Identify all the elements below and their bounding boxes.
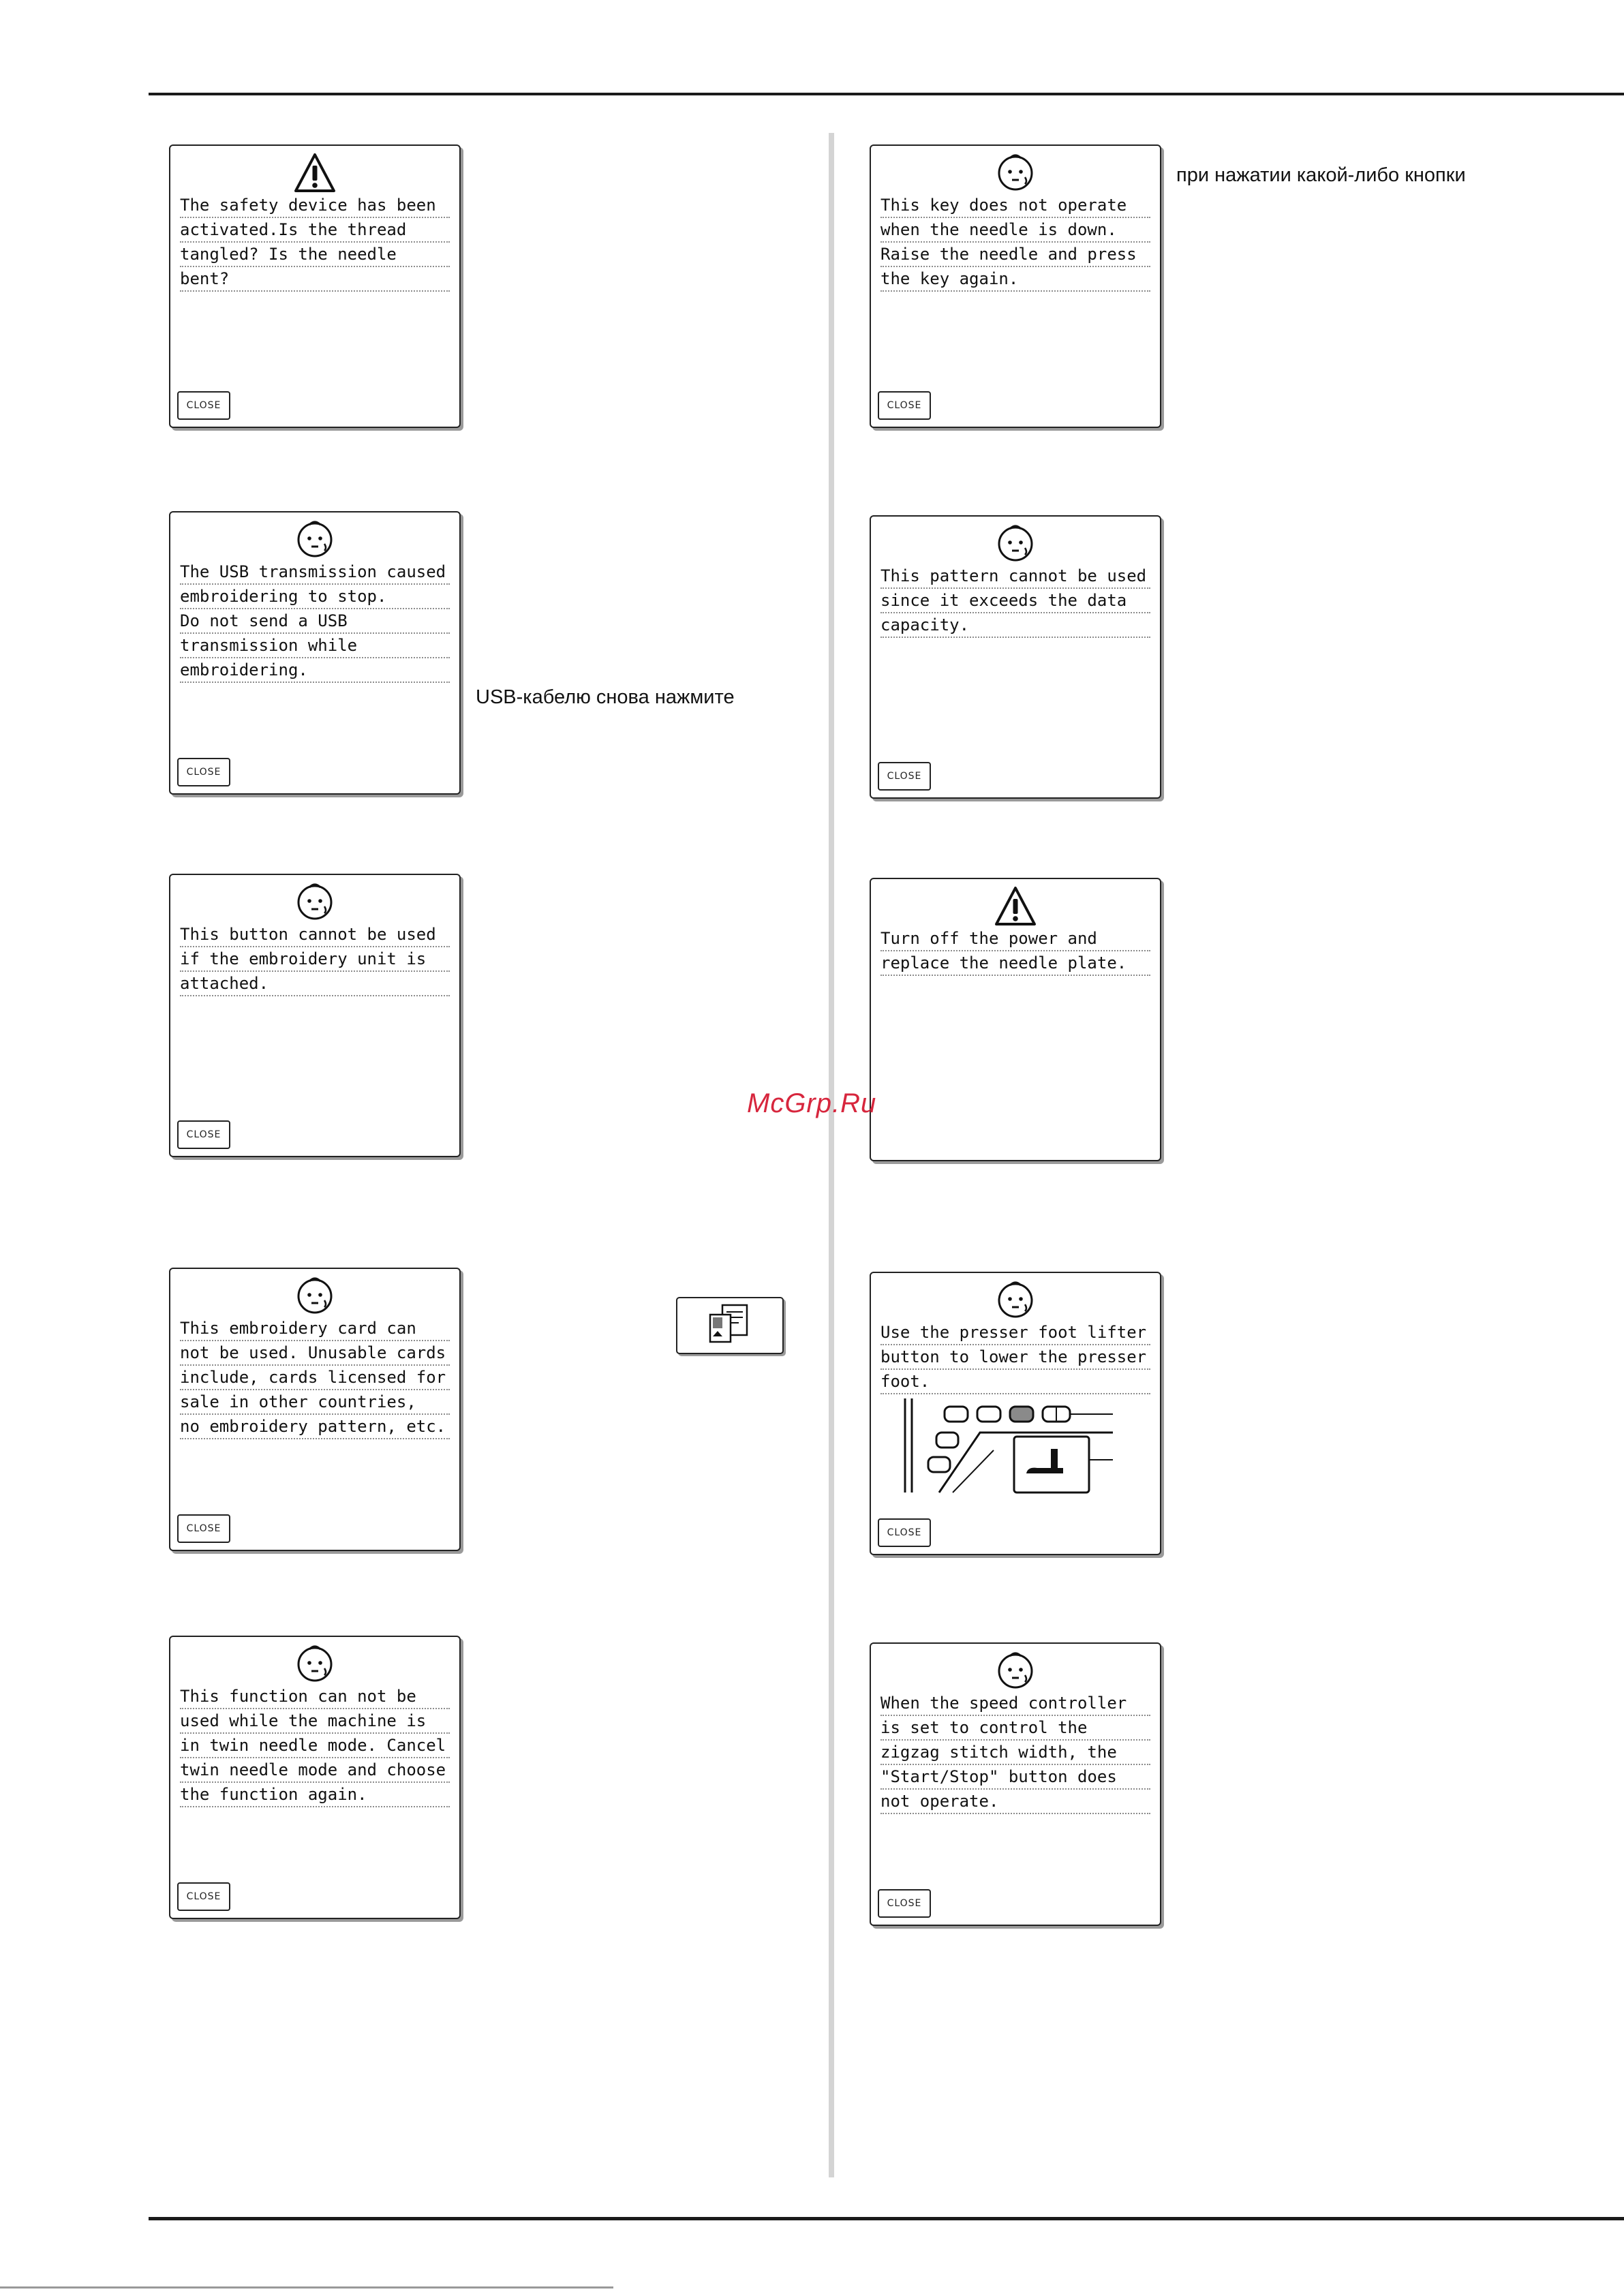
error-screen-data-capacity xyxy=(870,515,1161,799)
message-line: sale in other countries, xyxy=(180,1390,450,1415)
message-text xyxy=(180,1685,450,1807)
error-screen-embroidery-card xyxy=(169,1268,461,1551)
message-line: when the needle is down. xyxy=(880,218,1150,243)
message-line: This key does not operate xyxy=(880,194,1150,218)
baby-face-icon xyxy=(293,518,337,562)
message-line: foot. xyxy=(880,1370,1150,1394)
error-screen-safety-device xyxy=(169,144,461,428)
close-button[interactable]: CLOSE xyxy=(177,1882,230,1911)
presser-foot-diagram xyxy=(878,1397,1150,1499)
message-line: used while the machine is xyxy=(180,1709,450,1734)
header-rule xyxy=(149,93,1624,95)
message-line: This button cannot be used xyxy=(180,923,450,947)
message-line: replace the needle plate. xyxy=(880,951,1150,976)
message-line: not be used. Unusable cards xyxy=(180,1341,450,1366)
error-screen-embroidery-unit xyxy=(169,874,461,1157)
baby-face-icon xyxy=(994,151,1037,195)
message-line: the function again. xyxy=(180,1783,450,1807)
message-line: "Start/Stop" button does xyxy=(880,1765,1150,1790)
message-line: Use the presser foot lifter xyxy=(880,1321,1150,1345)
message-text xyxy=(880,1692,1150,1814)
message-line: capacity. xyxy=(880,613,1150,638)
message-text xyxy=(880,194,1150,292)
baby-face-icon xyxy=(994,1279,1037,1322)
message-text xyxy=(180,923,450,996)
message-line: bent? xyxy=(180,267,450,292)
message-line: since it exceeds the data xyxy=(880,589,1150,613)
error-screen-usb-transmission xyxy=(169,511,461,795)
error-screen-presser-foot xyxy=(870,1272,1161,1555)
message-text xyxy=(180,1317,450,1439)
message-line: no embroidery pattern, etc. xyxy=(180,1415,450,1439)
message-text xyxy=(880,927,1150,976)
message-line: the key again. xyxy=(880,267,1150,292)
message-line: transmission while xyxy=(180,634,450,658)
close-button[interactable]: CLOSE xyxy=(878,1518,931,1547)
message-line: zigzag stitch width, the xyxy=(880,1741,1150,1765)
message-line: When the speed controller xyxy=(880,1692,1150,1716)
message-line: embroidering to stop. xyxy=(180,585,450,609)
message-line: attached. xyxy=(180,972,450,996)
message-line: in twin needle mode. Cancel xyxy=(180,1734,450,1758)
note-press-any-button: при нажатии какой-либо кнопки xyxy=(1176,164,1466,186)
message-text xyxy=(180,560,450,683)
baby-face-icon xyxy=(293,1642,337,1686)
message-line: include, cards licensed for xyxy=(180,1366,450,1390)
baby-face-icon xyxy=(994,1649,1037,1693)
close-button[interactable]: CLOSE xyxy=(177,758,230,786)
close-button[interactable]: CLOSE xyxy=(878,1889,931,1918)
message-line: not operate. xyxy=(880,1790,1150,1814)
message-line: twin needle mode and choose xyxy=(180,1758,450,1783)
baby-face-icon xyxy=(293,881,337,924)
message-text xyxy=(880,1321,1150,1394)
message-line: Turn off the power and xyxy=(880,927,1150,951)
close-button[interactable]: CLOSE xyxy=(878,391,931,420)
message-line: activated.Is the thread xyxy=(180,218,450,243)
watermark: McGrp.Ru xyxy=(747,1088,877,1118)
message-line: Do not send a USB xyxy=(180,609,450,634)
error-screen-needle-plate xyxy=(870,878,1161,1161)
message-line: This pattern cannot be used xyxy=(880,564,1150,589)
close-button[interactable]: CLOSE xyxy=(177,1120,230,1149)
embroidery-card-key-icon xyxy=(705,1302,755,1347)
message-line: The safety device has been xyxy=(180,194,450,218)
message-line: if the embroidery unit is xyxy=(180,947,450,972)
close-button[interactable]: CLOSE xyxy=(177,391,230,420)
note-usb-cable: USB-кабелю снова нажмите xyxy=(476,686,735,708)
close-button[interactable]: CLOSE xyxy=(177,1514,230,1543)
baby-face-icon xyxy=(293,1274,337,1318)
message-line: The USB transmission caused xyxy=(180,560,450,585)
message-line: is set to control the xyxy=(880,1716,1150,1741)
warning-triangle-icon xyxy=(994,885,1037,928)
baby-face-icon xyxy=(994,522,1037,566)
message-line: embroidering. xyxy=(180,658,450,683)
message-text xyxy=(180,194,450,292)
close-button[interactable]: CLOSE xyxy=(878,762,931,791)
footer-dash xyxy=(0,2286,613,2289)
message-line: This function can not be xyxy=(180,1685,450,1709)
footer-rule xyxy=(149,2217,1624,2220)
error-screen-speed-controller xyxy=(870,1642,1161,1926)
message-line: This embroidery card can xyxy=(180,1317,450,1341)
error-screen-twin-needle xyxy=(169,1636,461,1919)
warning-triangle-icon xyxy=(293,151,337,195)
embroidery-card-key[interactable] xyxy=(676,1297,784,1354)
message-line: Raise the needle and press xyxy=(880,243,1150,267)
column-divider xyxy=(829,133,834,2177)
message-line: button to lower the presser xyxy=(880,1345,1150,1370)
error-screen-needle-down xyxy=(870,144,1161,428)
message-line: tangled? Is the needle xyxy=(180,243,450,267)
message-text xyxy=(880,564,1150,638)
